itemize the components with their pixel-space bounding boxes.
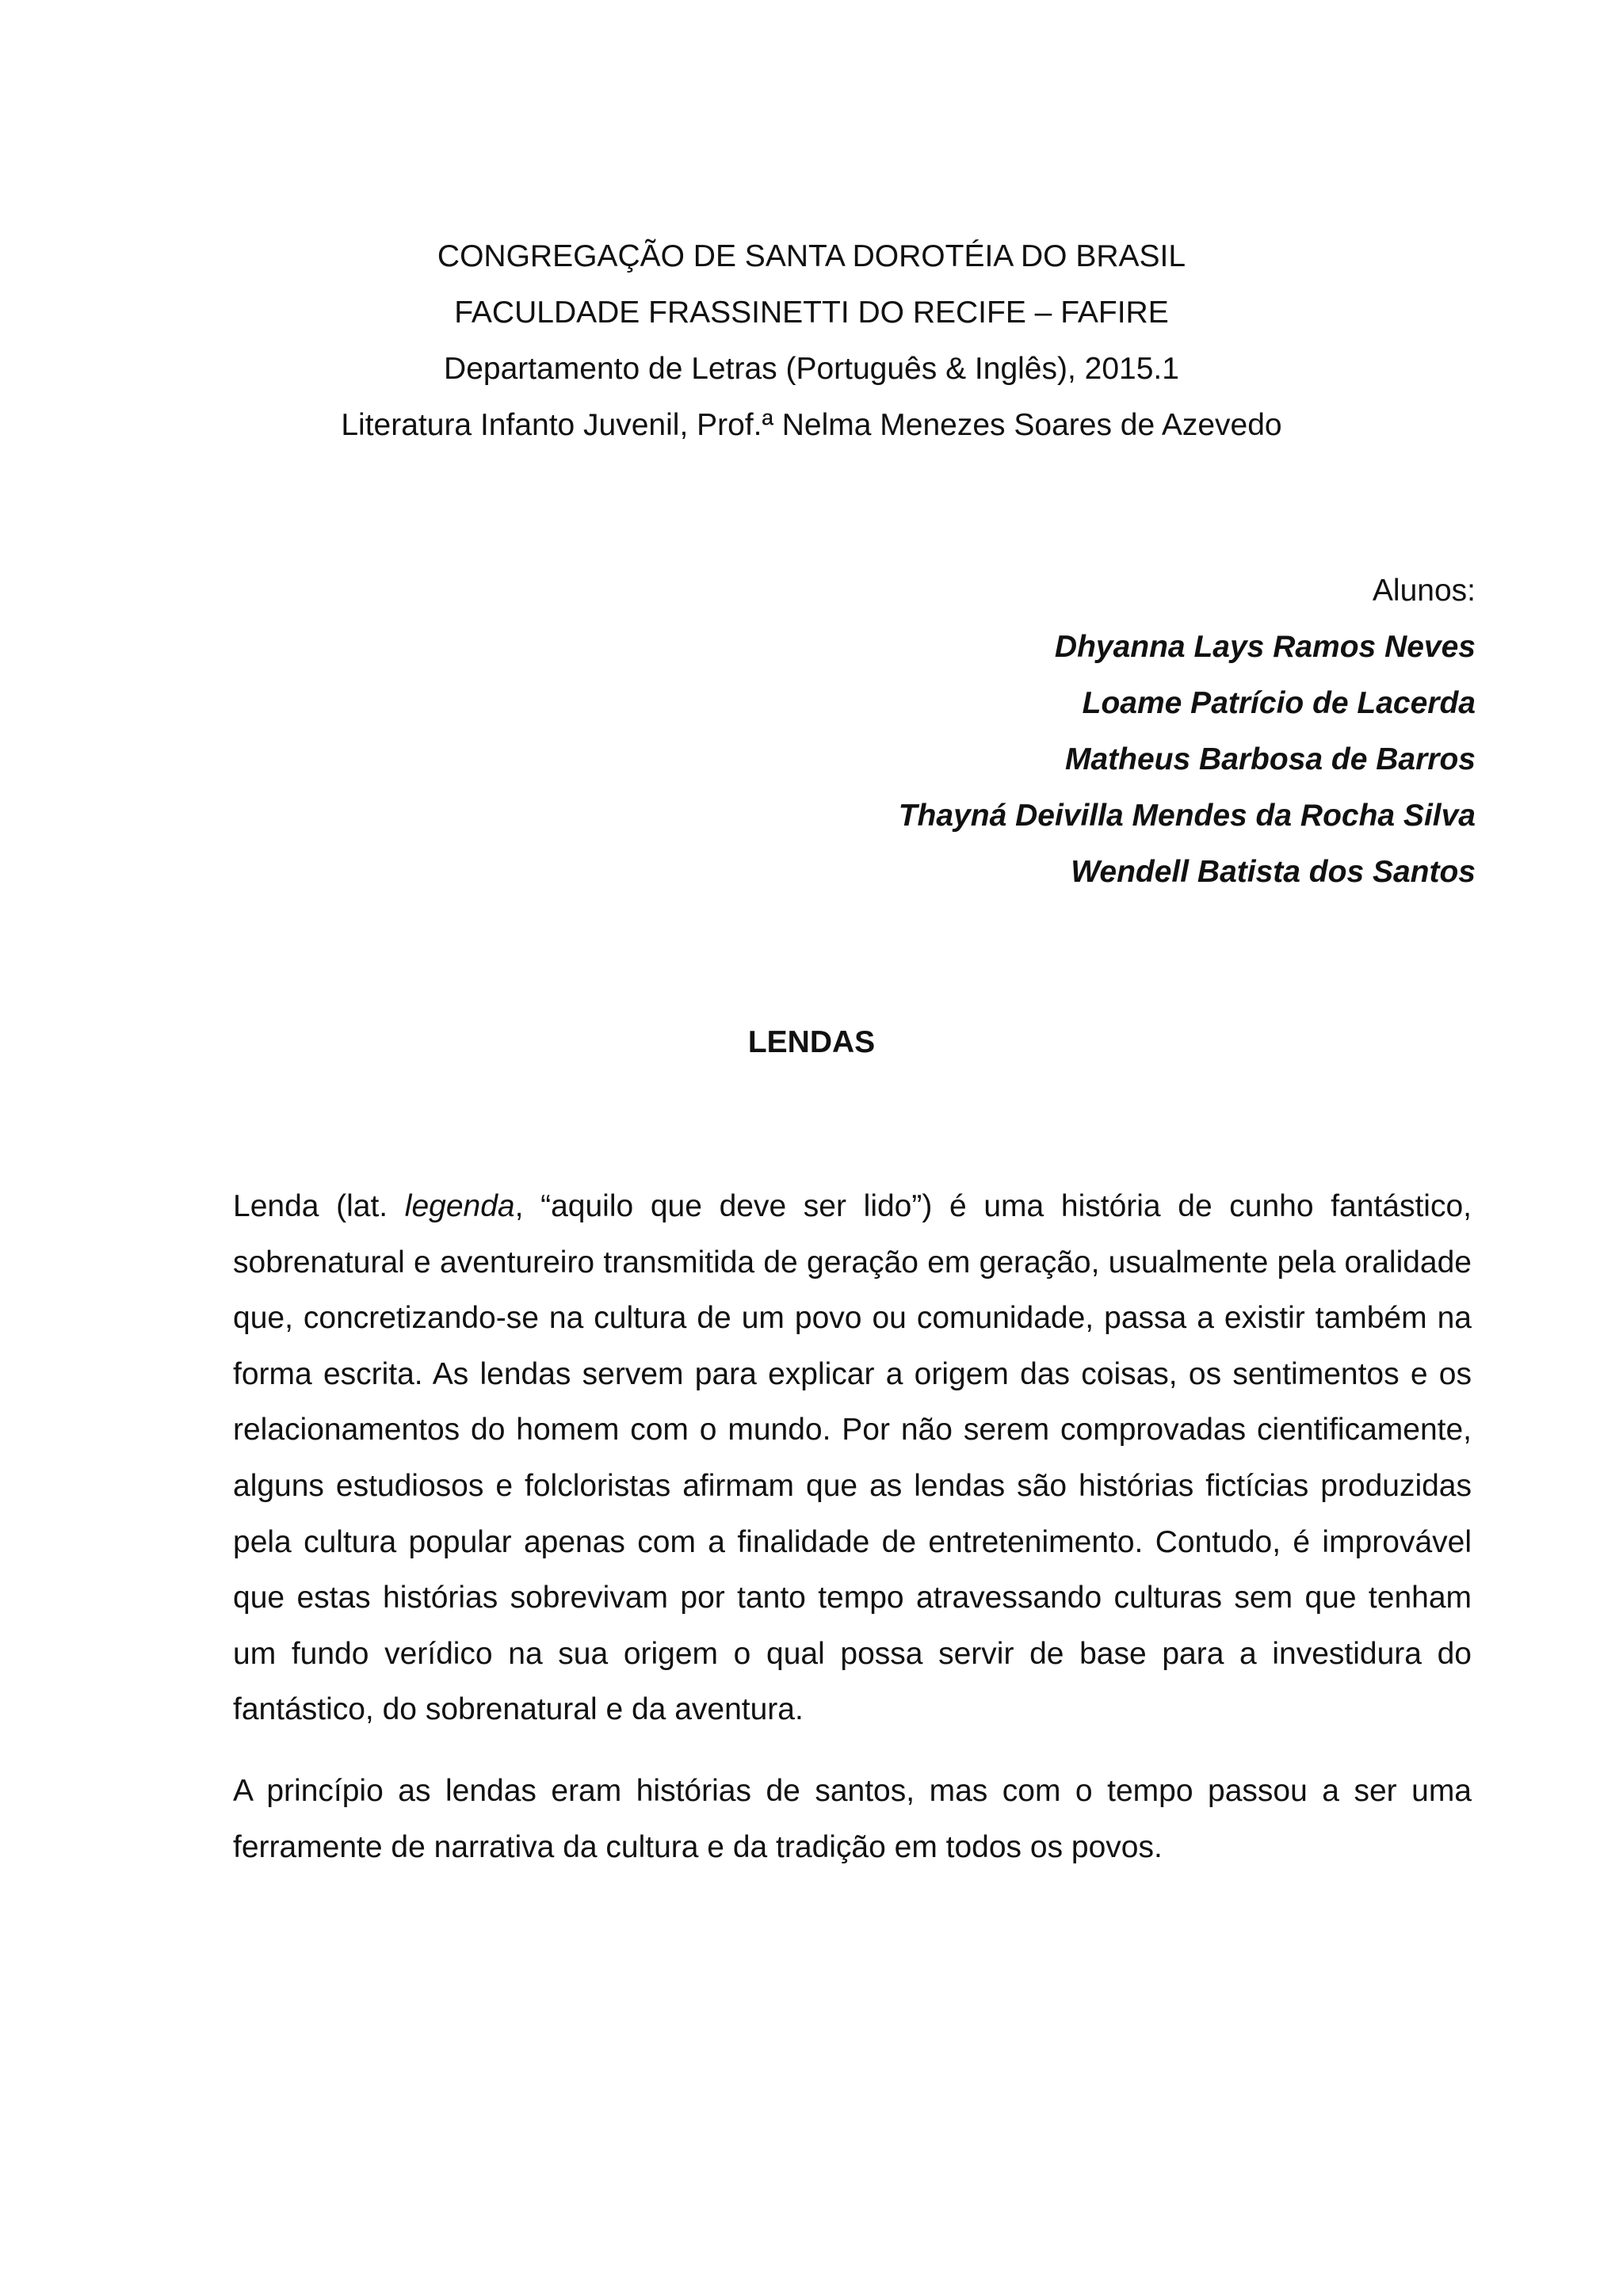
student-name: Loame Patrício de Lacerda [1082,686,1476,720]
document-title: LENDAS [747,1025,876,1059]
latin-term: legenda [404,1189,515,1223]
institution-header [0,228,1623,453]
student-name: Dhyanna Lays Ramos Neves [1054,630,1476,664]
paragraph-origin: A princípio as lendas eram histórias de santos, mas com o tempo passou a ser uma ferramente de narrativa da cultura e da tradição em todos os povos. [233,1773,1472,1864]
header-faculty: FACULDADE FRASSINETTI DO RECIFE – FAFIRE [454,296,1169,330]
students-label: Alunos: [1372,574,1476,608]
students-block [899,563,1476,900]
paragraph-text: Lenda (lat. [233,1189,405,1223]
student-name: Thayná Deivilla Mendes da Rocha Silva [898,799,1476,833]
body-text [233,1179,1472,1875]
paragraph-text: , “aquilo que deve ser lido”) é uma história de cunho fantástico, sobrenatural e aventureiro transmitida de geração em geração, usualmente pela oralidade que, concretizando-se na cultura de um povo ou comunidade, passa a existir também na forma escrita. As lendas servem para explicar a origem das coisas, os sentimentos e os relacionamentos do homem com o mundo. Por não serem comprovadas cientificamente, alguns estudiosos e folcloristas afirmam que as lendas são histórias fictícias produzidas pela cultura popular apenas com a finalidade de entretenimento. Contudo, é improvável que estas histórias sobrevivam por tanto tempo atravessando culturas sem que tenham um fundo verídico na sua origem o qual possa servir de base para a investidura do fantástico, do sobrenatural e da aventura. [233,1189,1472,1727]
header-course: Literatura Infanto Juvenil, Prof.ª Nelma Menezes Soares de Azevedo [341,408,1282,442]
student-name: Wendell Batista dos Santos [1071,855,1476,889]
paragraph-definition [233,1179,1472,1738]
header-department: Departamento de Letras (Português & Inglês), 2015.1 [444,352,1179,386]
header-congregation: CONGREGAÇÃO DE SANTA DOROTÉIA DO BRASIL [437,239,1186,273]
student-name: Matheus Barbosa de Barros [1065,742,1476,776]
